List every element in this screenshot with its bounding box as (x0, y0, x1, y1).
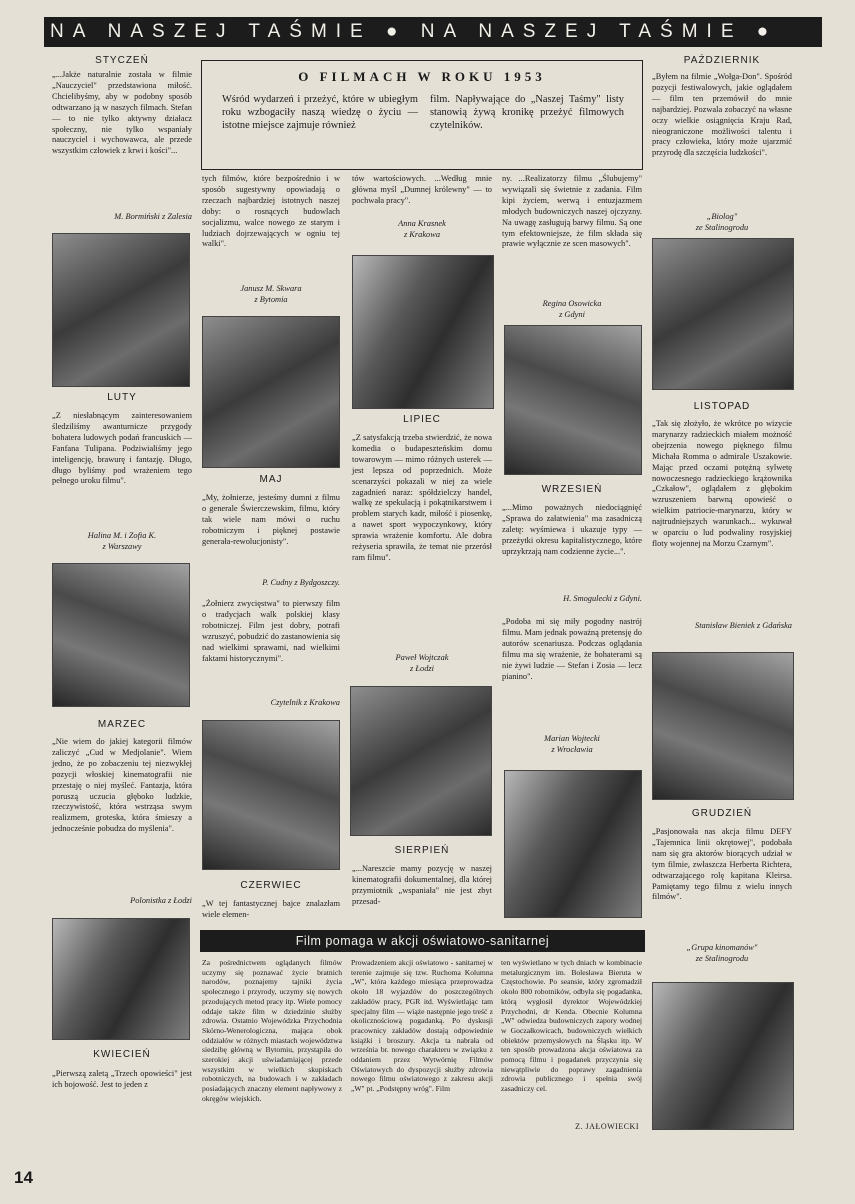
letter-maj: „My, żołnierze, jesteśmy dumni z filmu o generale Świerczewskim, filmu, który tak wiele nam mówi o ruchu robotniczym i pięknej postawie generała-rewolucjonisty". (202, 493, 340, 546)
signature-luty-names: Halina M. i Zofia K. (87, 531, 157, 540)
letter-wrzesien-2: „Podoba mi się miły pogodny nastrój filmu. Mam jednak poważną pretensję do autorów scenariusza. Podczas oglądania filmu ma się wrażenie, że bohaterami są nie żywi ludzie — Stefan i Zosia — lecz pianino". (502, 617, 642, 681)
letter-listopad: „Tak się złożyło, że wkrótce po wizycie marynarzy radzieckich miałem możność obejrzenia nowego pięknego filmu Michała Romma o admirale Uszakowie. Mając przed oczami potężną sylwetę nowoczesnego radzieckiego krążownika „Czkałow", oglądałem z głębokim wzruszeniem barwną opowieść o wielkim patriocie-marynarzu, który w najtrudniejszych warunkach... wykuwał w oparciu o lud podwaliny rosyjskiej floty wojennej na Morzu Czarnym". (652, 419, 792, 548)
photo-grudzien (652, 652, 794, 800)
signature-krasnek (352, 218, 492, 240)
signature-styczen: M. Bormiński z Zalesia (114, 212, 192, 221)
signature-biolog-name: „Biolog" (706, 212, 738, 221)
photo-kwiecien (52, 918, 190, 1040)
photo-czerwiec (202, 720, 340, 870)
letter-dumna-krolewna: tów wartościowych. ...Według mnie główna myśl „Dumnej królewny" — to pochwała pracy". (352, 174, 492, 205)
section-column-2: Prowadzeniem akcji oświatowo - sanitarnej w terenie zajmuje się tzw. Ruchoma Kolumna „W", która każdego miesiąca przeprowadza około 18 wyjazdów do poszczególnych zakładów pracy, PGR itd. Wyświetlając tam specjalny film — wiąże następnie jego treść z okolicznościową pogadanką. Po dyskusji pracownicy zakładów dostają odpowiednie książki i broszury. Akcja ta nabrała od września br. nowego charakteru w związku z oddaniem przez Wytwórnię Filmów Oświatowych do dyspozycji służby zdrowia nowego filmu oświatowego z zakresu akcji „W" pt. „Podstępny wróg". Film (351, 958, 493, 1094)
signature-smogulecki: H. Smogulecki z Gdyni. (563, 594, 642, 603)
intro-box (201, 60, 643, 170)
photo-kolumna (652, 982, 794, 1130)
signature-kinomani (652, 942, 792, 964)
intro-text-left: Wśród wydarzeń i przeżyć, które w ubiegłym roku wzbogaciły naszą wiedzę o życiu — istotne miejsce zajmuje również (222, 94, 418, 131)
month-kwiecien: KWIECIEŃ (93, 1049, 151, 1060)
signature-maj: P. Cudny z Bydgoszczy. (262, 578, 340, 587)
month-grudzien: GRUDZIEŃ (691, 808, 753, 819)
month-sierpien: SIERPIEŃ (394, 845, 450, 856)
signature-wojtecki (502, 733, 642, 755)
signature-wojtecki-name: Marian Wojtecki (544, 734, 600, 743)
signature-luty-city: z Warszawy (102, 542, 142, 551)
signature-skwara-city: z Bytomia (254, 295, 288, 304)
month-luty: LUTY (107, 392, 137, 403)
letter-czerwiec: „W tej fantastycznej bajce znalazłam wiele elemen- (202, 899, 340, 919)
section-title: Film pomaga w akcji oświatowo-sanitarnej (200, 930, 645, 952)
signature-biolog-city: ze Stalinogrodu (695, 223, 749, 232)
photo-wrzesien-2 (504, 770, 642, 918)
intro-title: O FILMACH W ROKU 1953 (298, 69, 546, 84)
photo-pazdziernik (652, 238, 794, 390)
section-signature: Z. JAŁOWIECKI (575, 1122, 639, 1131)
signature-krasnek-city: z Krakowa (403, 230, 441, 239)
signature-luty (52, 530, 192, 552)
page-number: 14 (14, 1168, 33, 1187)
signature-wojtecki-city: z Wrocławia (551, 745, 593, 754)
signature-wojtczak-name: Paweł Wojtczak (395, 653, 449, 662)
photo-marzec (52, 563, 190, 707)
letter-maj-2: „Żołnierz zwycięstwa" to pierwszy film o tradycjach walk polskiej klasy robotniczej. Film jest dobry, potrafi wzruszyć, pobudzić do zastanowienia się nad wielkimi sprawami, nad wielkimi faktami historycznymi". (202, 599, 340, 663)
photo-styczen (52, 233, 190, 387)
month-pazdziernik: PAŹDZIERNIK (683, 55, 761, 66)
photo-sierpien (350, 686, 492, 836)
signature-biolog (652, 211, 792, 233)
month-styczen: STYCZEŃ (95, 55, 149, 66)
signature-skwara-name: Janusz M. Skwara (240, 284, 302, 293)
signature-osowicka-name: Regina Osowicka (542, 299, 602, 308)
letter-bajka-end: tych filmów, które bezpośrednio i w sposób sugestywny opowiadają o rzeczach najbardziej istotnych naszej doby: o rosnących budowlach socjalizmu, walce nowego ze starym i ludziach dojrzewających w ogniu tej walki". (202, 174, 340, 249)
month-maj: MAJ (259, 474, 283, 485)
letter-styczen: „...Jakże naturalnie została w filmie „Nauczyciel" przedstawiona miłość. Chcielibyśmy, aby w podobny sposób odtwarzano ją w naszych filmach. Stefan — to nie tylko aktywny działacz społeczny, nie tylko wspaniały nauczyciel i wychowawca, ale przede wszystkim człowiek z krwi i kości"... (52, 70, 192, 156)
letter-kwiecien: „Pierwszą zaletą „Trzech opowieści" jest ich bojowość. Jest to jeden z (52, 1069, 192, 1089)
intro-text-right: film. Napływające do „Naszej Taśmy" listy stanowią żywą kronikę przeżyć filmowych czytelników. (430, 94, 624, 131)
signature-osowicka (502, 298, 642, 320)
letter-wrzesien: „...Mimo poważnych niedociągnięć „Sprawa do załatwienia" ma zasadniczą zaletę: wyśmiewa i ukazuje typy — przeżytki okresu kapitalistycznego, które uprzykrzają nam codzienne życie...". (502, 503, 642, 556)
signature-maj-2: Czytelnik z Krakowa (270, 698, 340, 707)
signature-marzec: Polonistka z Łodzi (130, 896, 192, 905)
letter-sierpien: „...Nareszcie mamy pozycję w naszej kinematografii dokumentalnej, dla której przymiotnik „wspaniała" nie jest zbyt przesad- (352, 864, 492, 906)
section-column-3: ten wyświetlano w tych dniach w kombinacie metalurgicznym im. Bolesława Bieruta w Częstochowie. Po seansie, który zgromadził około 800 robotników, odbyła się pogadanka, którą wygłosił dyrektor Wojewódzkiej Przychodni, dr Kenda. Obecnie Kolumna „W" odwiedza budowniczych zapory wodnej w Goczałkowicach, budowniczych wielkich obiektów przemysłowych na Śląsku itp. W ten sposób prowadzona akcja oświatowa za pomocą filmu i pogadanek przyczynia się niewątpliwie do poprawy zagadnienia zdrowia publicznego i spełnia swój zasadniczy cel. (501, 958, 642, 1094)
signature-krasnek-name: Anna Krasnek (398, 219, 446, 228)
signature-wojtczak-city: z Łodzi (410, 664, 434, 673)
letter-pazdziernik: „Byłem na filmie „Wołga-Don". Spośród pozycji festiwalowych, jakie oglądałem — film ten przemówił do mnie najbardziej. Pozwala zobaczyć na własne oczy wielkie osiągnięcia Kraju Rad, nieograniczone możliwości talentu i pracy człowieka, który może ujarzmić przyrodę dla szczęścia ludzkości". (652, 72, 792, 158)
signature-kinomani-city: ze Stalinogrodu (695, 954, 749, 963)
month-lipiec: LIPIEC (403, 414, 441, 425)
letter-marzec: „Nie wiem do jakiej kategorii filmów zaliczyć „Cud w Medjolanie". Wiem jedno, że po zobaczeniu tej niezwykłej pozycji włoskiej kinematografii nie przestaję o niej myśleć. Fantazja, która poruszą uczucia głęboko ludzkie, rzeczywistość, która wstrząsa swym realizmem, groteska, która śmieszy a jednocześnie pobudza do myślenia". (52, 737, 192, 834)
month-marzec: MARZEC (97, 719, 147, 730)
letter-slubujemy: ny. ...Realizatorzy filmu „Ślubujemy" wywiązali się świetnie z zadania. Film kipi życiem, werwą i entuzjazmem młodych budowniczych naszej ojczyzny. Na uwagę zasługują barwy filmu. Są one tym efektowniejsze, że film składa się prawie wyłącznie ze scen masowych". (502, 174, 642, 249)
month-wrzesien: WRZESIEŃ (541, 484, 603, 495)
page-banner: NA NASZEJ TAŚMIE ● NA NASZEJ TAŚMIE ● (44, 17, 822, 47)
letter-lipiec: „Z satysfakcją trzeba stwierdzić, że nowa komedia o budapeszteńskim domu towarowym — mimo różnych usterek — jest lepsza od poprzednich. Może scenarzyści pokazali w niej za wiele zagadnień naraz: spółdzielczy handel, walkę ze spekulacją i pokątnikarstwem i problem starych kadr, miłość i piosenkę, a nawet sport wypoczynkowy, który sprawia wrażenie komfortu. Ale dobra reżyseria sprawiła, że temat nie przerósł ram filmu". (352, 433, 492, 562)
photo-maj (202, 316, 340, 468)
signature-kinomani-name: „Grupa kinomanów" (686, 943, 758, 952)
letter-grudzien: „Pasjonowała nas akcja filmu DEFY „Tajemnica linii okrętowej", podobała nam się gra aktorów biorących udział w tym filmie, zwłaszcza Herberta Richtera, odtwarzającego rolę kapitana Kleirsa. Pamiętamy tego filmu z wielu innych filmów". (652, 827, 792, 902)
photo-lipiec (352, 255, 494, 409)
signature-osowicka-city: z Gdyni (559, 310, 585, 319)
signature-bieniek: Stanisław Bieniek z Gdańska (695, 621, 792, 630)
signature-skwara (202, 283, 340, 305)
month-czerwiec: CZERWIEC (240, 880, 302, 891)
month-listopad: LISTOPAD (693, 401, 751, 412)
photo-wrzesien (504, 325, 642, 475)
section-column-1: Za pośrednictwem oglądanych filmów uczymy się poznawać życie bratnich narodów, poznajemy tajniki życia społecznego i przyrody, uczymy się nowych przodujących metod pracy itp. Wiele pomocy oddaje także film w dziedzinie służby zdrowia. Ostatnio Wojewódzka Przychodnia Skórno-Wenerologiczna, mająca obok oddziałów w różnych miastach województwa siedzibę główną w Bytomiu, przystąpiła do szerokiej akcji uświadamiającej przede wszystkim w wielkich skupiskach robotniczych, na budowach i w zakładach posiadających znaczny element napływowy z okręgów wiejskich. (202, 958, 342, 1103)
letter-luty: „Z niesłabnącym zainteresowaniem śledziliśmy awanturnicze przygody bohatera ludowych podań francuskich —Fanfana Tulipana. Podziwialiśmy jego inteligencję, brawurę i fantazję. Długo, długo byliśmy pod wrażeniem tego pełnego uroku filmu". (52, 411, 192, 486)
signature-wojtczak (352, 652, 492, 674)
